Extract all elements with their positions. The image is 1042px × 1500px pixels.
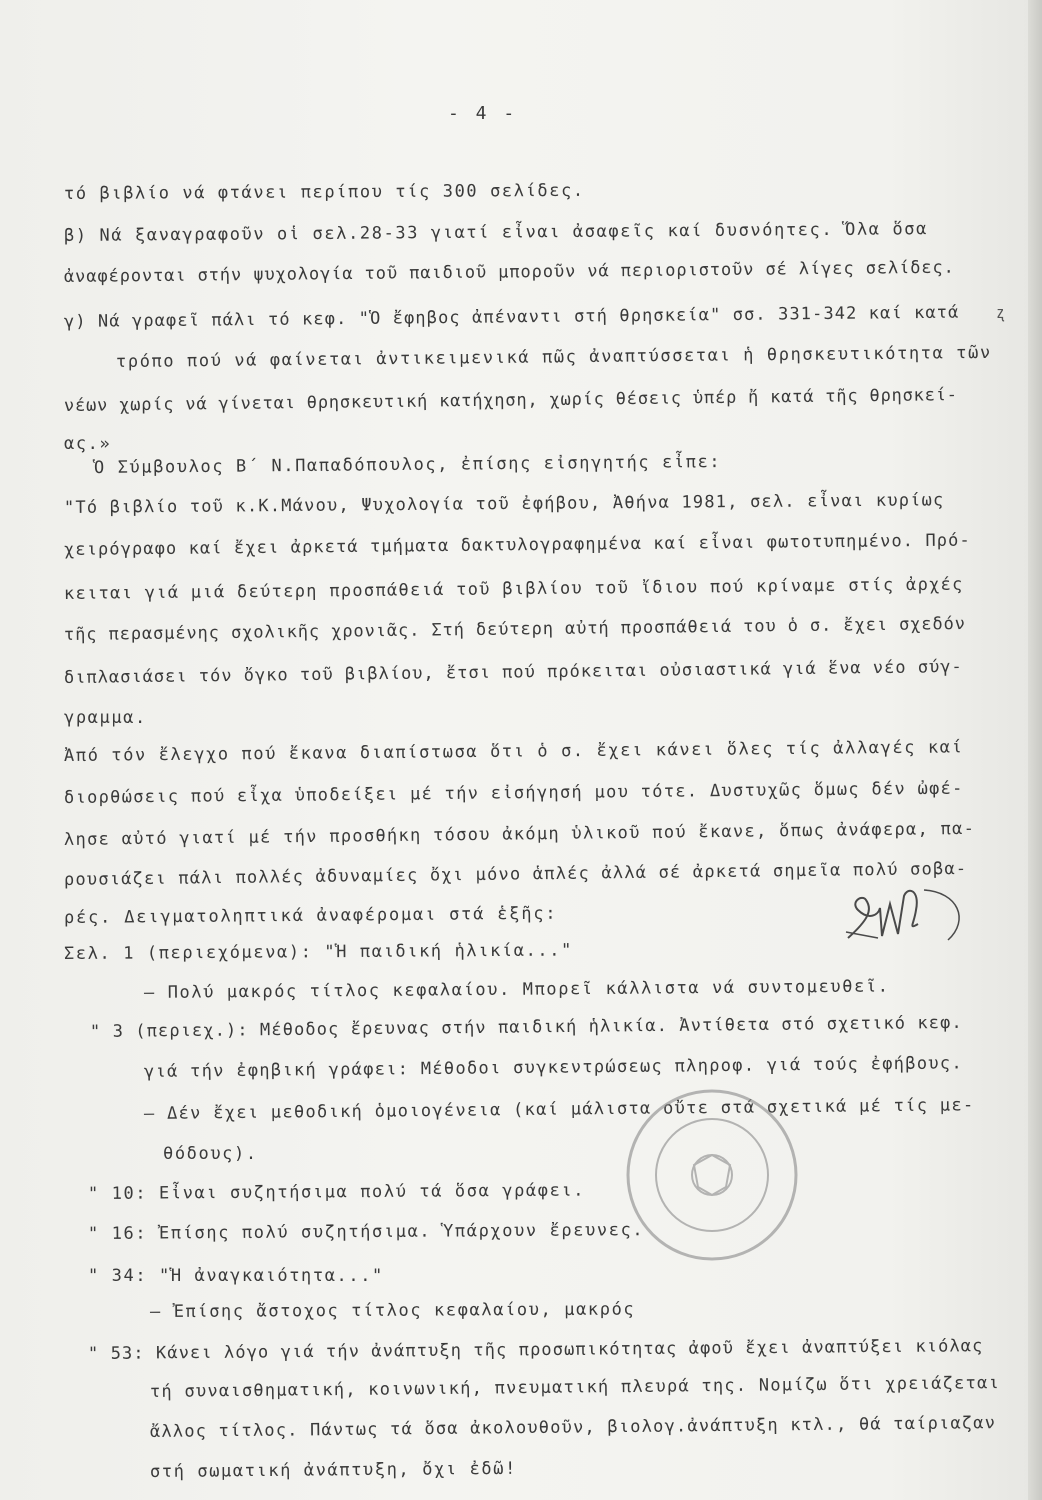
page-number: - 4 - [448, 103, 518, 124]
text-line: – Ἐπίσης ἄστοχος τίτλος κεφαλαίου, μακρός [149, 1299, 636, 1322]
text-line: "Τό βιβλίο τοῦ κ.Κ.Μάνου, Ψυχολογία τοῦ ἐφήβου, Ἀθήνα 1981, σελ. εἶναι κυρίως [63, 490, 945, 518]
text-line: τή συναισθηματική, κοινωνική, πνευματική πλευρά της. Νομίζω ὅτι χρειάζεται [149, 1373, 1001, 1402]
text-line: κειται γιά μιά δεύτερη προσπάθειά τοῦ βιβλίου τοῦ ἴδιου πού κρίναμε στίς ἀρχές [63, 574, 964, 604]
text-line: Σελ. 1 (περιεχόμενα): "Ἡ παιδική ἡλικία..." [63, 940, 573, 964]
text-line: – Δέν ἔχει μεθοδική ὁμοιογένεια (καί μάλιστα οὔτε στά σχετικά μέ τίς με- [143, 1095, 975, 1124]
page-edge [1028, 0, 1042, 1500]
text-line: γ) Νά γραφεῖ πάλι τό κεφ. "Ὁ ἔφηβος ἀπέναντι στή θρησκεία" σσ. 331-342 καί κατά [63, 302, 960, 332]
text-line: τῆς περασμένης σχολικῆς χρονιᾶς. Στή δεύτερη αὐτή προσπάθειά του ὁ σ. ἔχει σχεδόν [63, 613, 966, 645]
text-line: ρές. Δειγματοληπτικά ἀναφέρομαι στά ἑξῆς: [63, 903, 558, 928]
text-line: διορθώσεις πού εἶχα ὑποδείξει μέ τήν εἰσήγησή μου τότε. Δυστυχῶς ὅμως δέν ὠφέ- [63, 778, 964, 808]
text-line: " 3 (περιεχ.): Μέθοδος ἔρευνας στήν παιδική ἡλικία. Ἀντίθετα στό σχετικό κεφ. [89, 1012, 963, 1042]
text-line: τό βιβλίο νά φτάνει περίπου τίς 300 σελίδες. [63, 180, 585, 204]
handwritten-signature-icon [838, 880, 978, 960]
text-line: Ἀπό τόν ἔλεγχο πού ἔκανα διαπίστωσα ὅτι ὁ σ. ἔχει κάνει ὅλες τίς ἀλλαγές καί [63, 737, 964, 766]
text-line: θόδους). [163, 1144, 258, 1164]
text-line: λησε αὐτό γιατί μέ τήν προσθήκη τόσου ἀκόμη ὑλικοῦ πού ἔκανε, ὅπως ἀνάφερα, πα- [63, 818, 976, 850]
text-line: " 53: Κάνει λόγο γιά τήν ἀνάπτυξη τῆς προσωπικότητας ἀφοῦ ἔχει ἀναπτύξει κιόλας [87, 1336, 984, 1364]
text-line: " 16: Ἐπίσης πολύ συζητήσιμα. Ὑπάρχουν ἔρευνες. [87, 1220, 645, 1244]
text-line: β) Νά ξαναγραφοῦν οἱ σελ.28-33 γιατί εἶναι ἀσαφεῖς καί δυσνόητες. Ὅλα ὅσα [63, 219, 929, 246]
text-line: Ὁ Σύμβουλος Β΄ Ν.Παπαδόπουλος, ἐπίσης εἰσηγητής εἶπε: [93, 451, 722, 478]
text-line: ρουσιάζει πάλι πολλές ἀδυναμίες ὄχι μόνο ἁπλές ἀλλά σέ ἀρκετά σημεῖα πολύ σοβα- [63, 858, 968, 890]
text-line: – Πολύ μακρός τίτλος κεφαλαίου. Μπορεῖ κάλλιστα νά συντομευθεῖ. [143, 976, 890, 1003]
text-line: " 34: "Ἡ ἀναγκαιότητα..." [88, 1266, 384, 1286]
text-line: ἄλλος τίτλος. Πάντως τά ὅσα ἀκολουθοῦν, βιολογ.ἀνάπτυξη κτλ., θά ταίριαζαν [149, 1413, 997, 1442]
margin-mark-icon: ʐ [996, 303, 1006, 322]
text-line: νέων χωρίς νά γίνεται θρησκευτική κατήχηση, χωρίς θέσεις ὑπέρ ἤ κατά τῆς θρησκεί- [63, 385, 958, 416]
text-line: στή σωματική ἀνάπτυξη, ὄχι ἐδῶ! [149, 1458, 517, 1482]
text-line: ας.» [64, 434, 112, 454]
text-line: γραμμα. [64, 708, 147, 728]
text-line: γιά τήν ἐφηβική γράφει: Μέθοδοι συγκεντρώσεως πληροφ. γιά τούς ἐφήβους. [143, 1053, 964, 1082]
text-line: χειρόγραφο καί ἔχει ἀρκετά τμήματα δακτυλογραφημένα καί εἶναι φωτοτυπημένο. Πρό- [63, 530, 971, 560]
text-line: ἀναφέρονται στήν ψυχολογία τοῦ παιδιοῦ μποροῦν νά περιοριστοῦν σέ λίγες σελίδες. [63, 257, 955, 287]
text-line: διπλασιάσει τόν ὄγκο τοῦ βιβλίου, ἔτσι πού πρόκειται οὐσιαστικά γιά ἕνα νέο σύγ- [63, 657, 963, 688]
text-line: τρόπο πού νά φαίνεται ἀντικειμενικά πῶς ἀναπτύσσεται ἡ θρησκευτικότητα τῶν [115, 342, 992, 372]
text-line: " 10: Εἶναι συζητήσιμα πολύ τά ὅσα γράφει. [87, 1180, 586, 1204]
official-stamp-icon [622, 1085, 802, 1265]
